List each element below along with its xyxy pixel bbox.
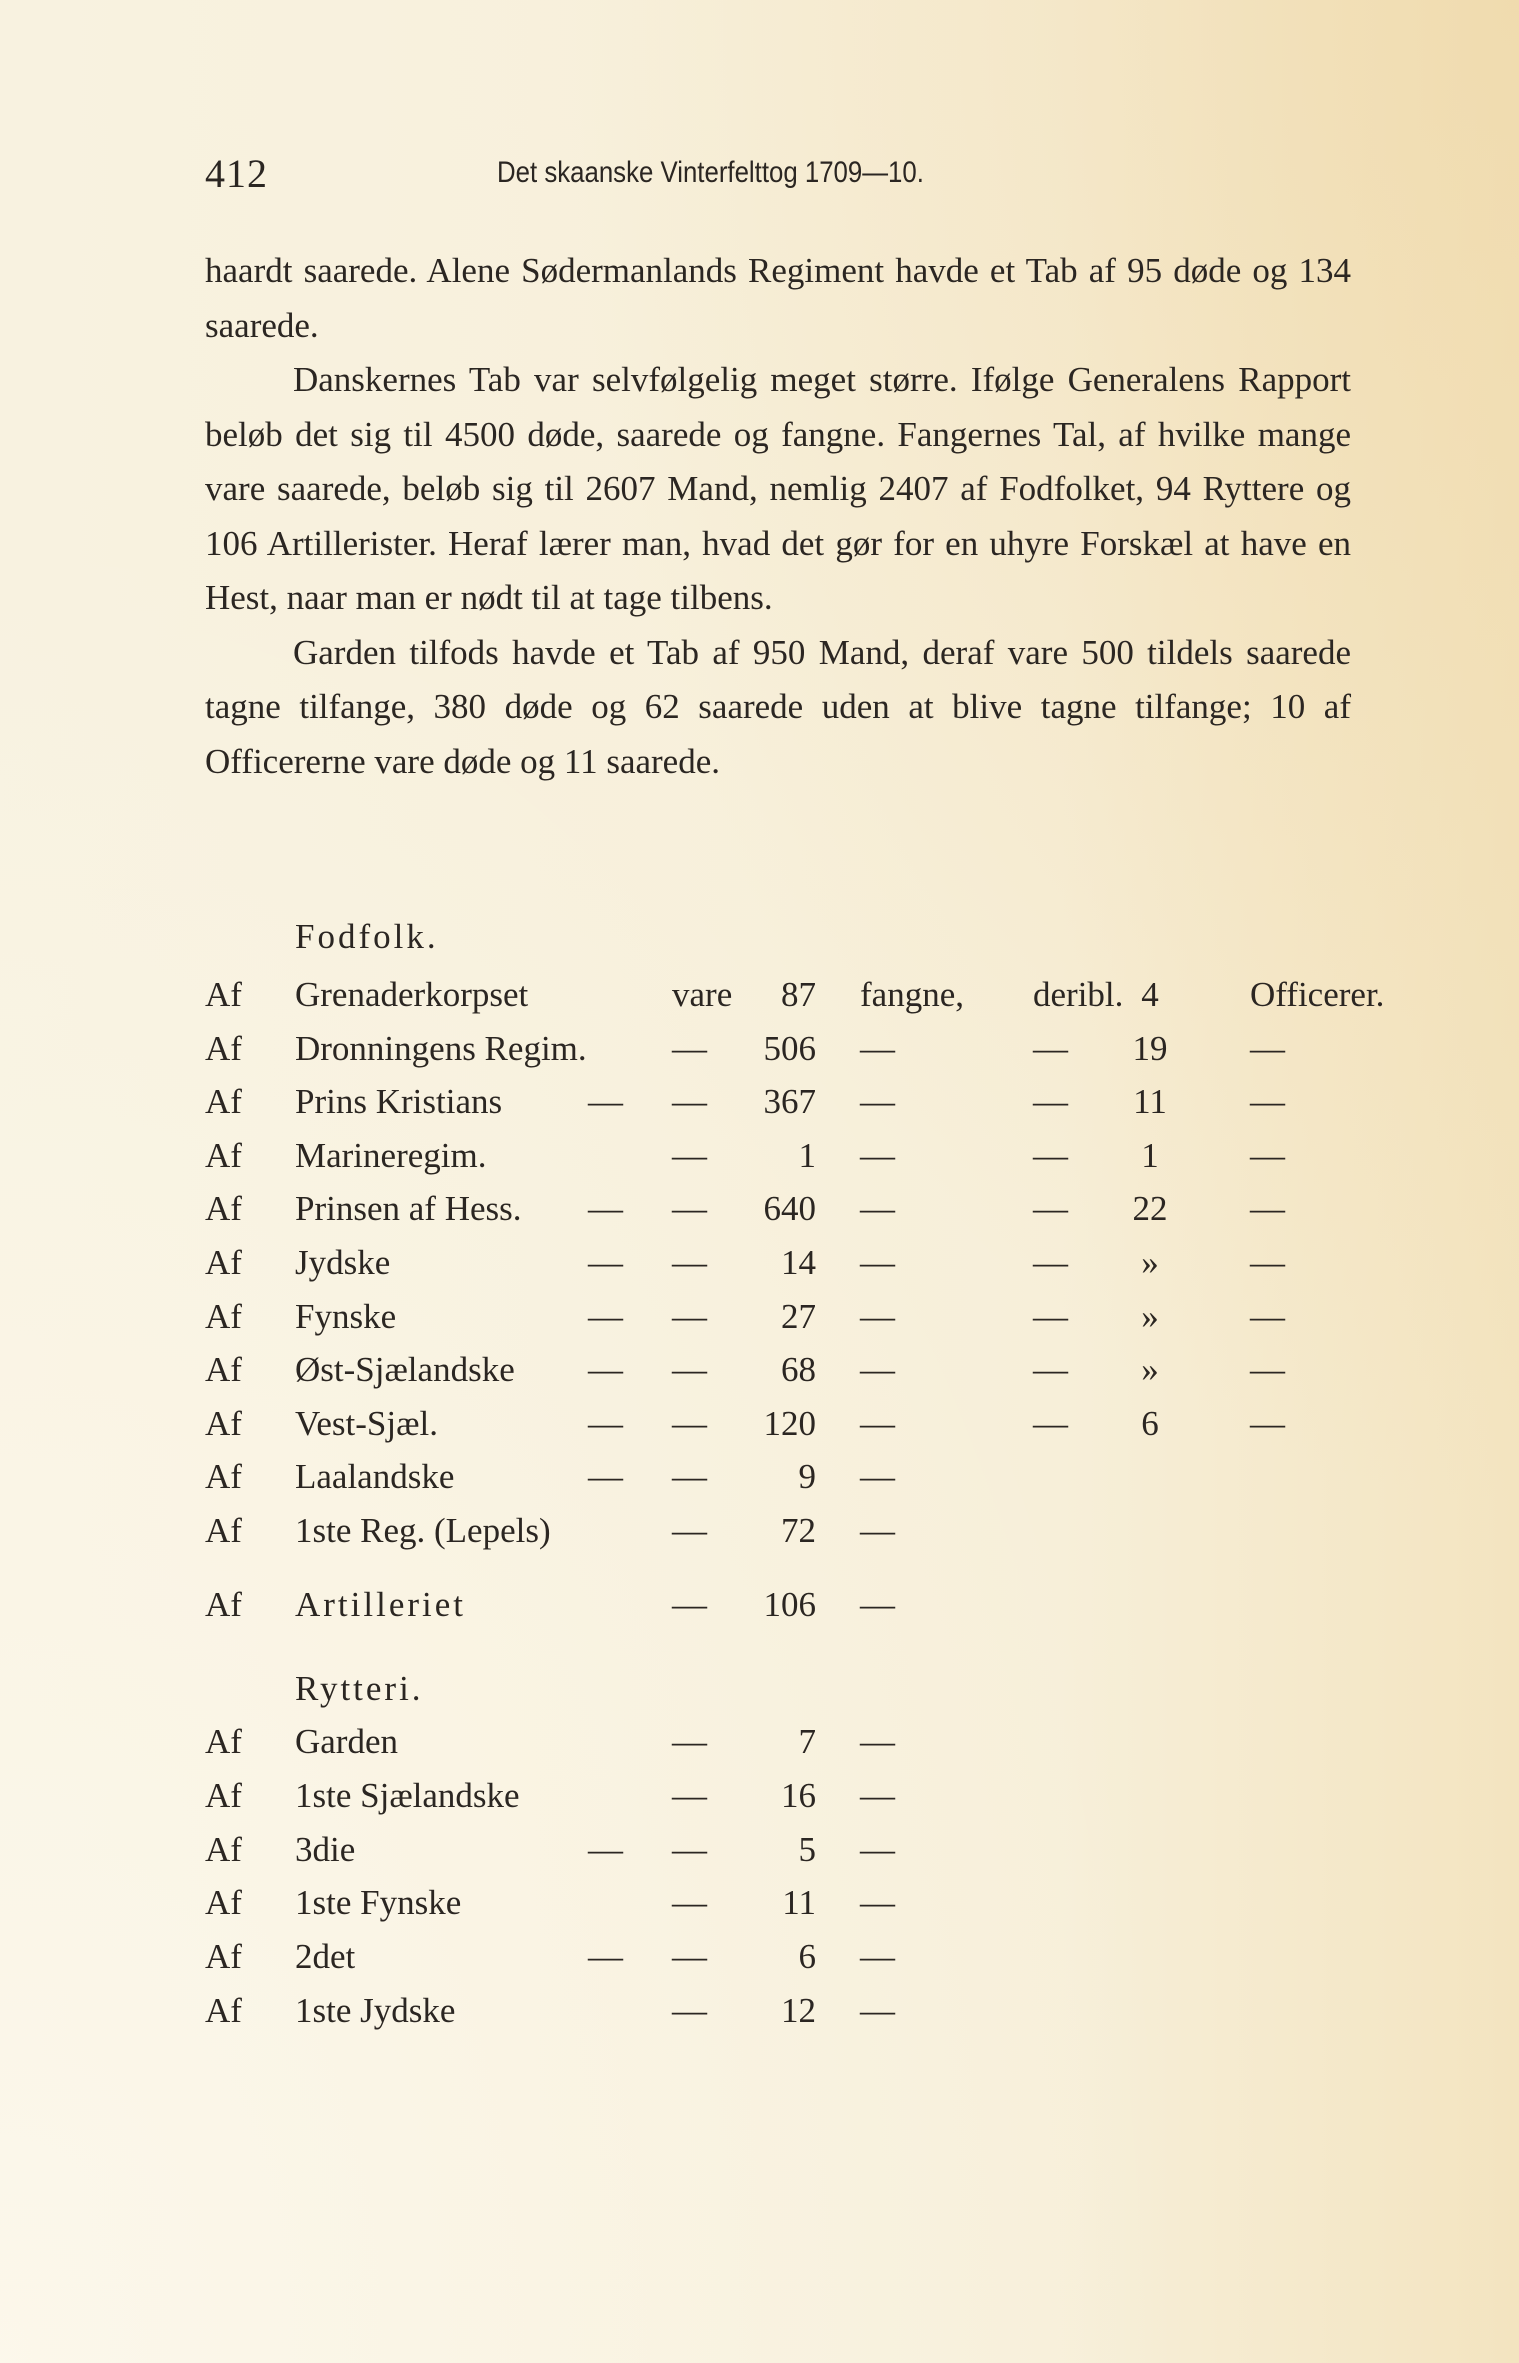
- captured-count: 506: [763, 1028, 816, 1068]
- ditto-mark: —: [672, 1722, 707, 1761]
- unit-name: 1ste Reg. (Lepels): [295, 1511, 551, 1550]
- captured-count: 640: [763, 1189, 816, 1229]
- row-prefix: Af: [205, 1028, 242, 1068]
- table-row: [0, 1722, 1519, 1776]
- ditto-mark: —: [860, 1350, 895, 1390]
- ditto-mark: —: [1033, 1403, 1068, 1443]
- row-prefix: Af: [205, 1189, 242, 1229]
- ditto-mark: —: [672, 1883, 707, 1923]
- captured-count: 5: [798, 1829, 816, 1869]
- unit-name: Prins Kristians: [295, 1082, 503, 1122]
- unit-name: Fynske: [295, 1296, 397, 1336]
- ditto-mark: —: [1250, 1082, 1285, 1122]
- unit-name: 1ste Fynske: [295, 1883, 462, 1923]
- captured-count: 16: [781, 1775, 816, 1815]
- ditto-mark: —: [672, 1189, 707, 1229]
- body-text: [205, 244, 1351, 789]
- ditto-mark: —: [672, 1350, 707, 1390]
- ditto-mark: —: [860, 1028, 895, 1068]
- unit-name: 3die: [295, 1829, 356, 1869]
- unit-name: Laalandske: [295, 1457, 455, 1497]
- officer-count: 6: [1141, 1403, 1159, 1443]
- captured-count: 87: [781, 975, 816, 1014]
- ditto-mark: —: [672, 1296, 707, 1336]
- row-prefix: Af: [205, 1775, 242, 1815]
- ditto-mark: Officerer.: [1250, 975, 1385, 1014]
- table-row: [0, 1776, 1519, 1830]
- ditto-mark: deribl.: [1033, 975, 1124, 1014]
- captured-count: 11: [782, 1883, 816, 1923]
- ditto-mark: —: [1033, 1135, 1068, 1175]
- ditto-mark: —: [672, 1028, 707, 1068]
- table-row: [0, 1937, 1519, 1991]
- unit-name: 2det: [295, 1937, 356, 1977]
- unit-name: Øst-Sjælandske: [295, 1350, 515, 1390]
- table-row: [0, 1189, 1519, 1243]
- ditto-mark: —: [860, 1722, 895, 1761]
- ditto-mark: —: [1033, 1243, 1068, 1282]
- table-row: [0, 1350, 1519, 1404]
- officer-count: »: [1141, 1296, 1159, 1336]
- unit-name: 1ste Sjælandske: [295, 1775, 520, 1815]
- row-prefix: Af: [205, 975, 242, 1014]
- ditto-mark: —: [860, 1937, 895, 1977]
- ditto-mark: —: [588, 1189, 623, 1229]
- captured-count: 120: [763, 1403, 816, 1443]
- ditto-mark: —: [588, 1403, 623, 1443]
- ditto-mark: —: [1033, 1028, 1068, 1068]
- unit-name: Artilleriet: [295, 1585, 467, 1624]
- ditto-mark: —: [1033, 1189, 1068, 1229]
- table-row: [0, 1297, 1519, 1351]
- row-prefix: Af: [205, 1585, 242, 1624]
- table-row: [0, 1457, 1519, 1511]
- ditto-mark: —: [588, 1243, 623, 1282]
- row-prefix: Af: [205, 1457, 242, 1497]
- unit-name: Vest-Sjæl.: [295, 1403, 438, 1443]
- ditto-mark: —: [672, 1775, 707, 1815]
- unit-name: 1ste Jydske: [295, 1991, 456, 2030]
- ditto-mark: —: [672, 1135, 707, 1175]
- unit-name: Dronningens Regim.: [295, 1028, 587, 1068]
- paragraph: Danskernes Tab var selvfølgelig meget større. Ifølge Generalens Rapport beløb det sig til 4500 døde, saarede og fangne. Fangernes Tal, af hvilke mange vare saarede, beløb sig til 2607 Mand, nemlig 2407 af Fodfolket, 94 Ryttere og 106 Artillerister. Heraf lærer man, hvad det gør for en uhyre Forskæl at have en Hest, naar man er nødt til at tage tilbens.: [205, 360, 1351, 617]
- ditto-mark: —: [588, 1457, 623, 1497]
- captured-count: 68: [781, 1350, 816, 1390]
- row-prefix: Af: [205, 1135, 242, 1175]
- ditto-mark: —: [860, 1829, 895, 1869]
- captured-count: 72: [781, 1511, 816, 1550]
- captured-count: 9: [798, 1457, 816, 1497]
- ditto-mark: —: [672, 1457, 707, 1497]
- captured-count: 14: [781, 1243, 816, 1282]
- row-prefix: Af: [205, 1937, 242, 1977]
- table-row: [0, 1243, 1519, 1297]
- table-row: [0, 1991, 1519, 2045]
- ditto-mark: —: [860, 1883, 895, 1923]
- ditto-mark: —: [672, 1082, 707, 1122]
- ditto-mark: —: [860, 1991, 895, 2030]
- ditto-mark: —: [672, 1937, 707, 1977]
- officer-count: 22: [1132, 1189, 1168, 1229]
- row-prefix: Af: [205, 1243, 242, 1282]
- captured-count: 1: [798, 1135, 816, 1175]
- captured-count: 12: [781, 1991, 816, 2030]
- captured-count: 7: [798, 1722, 816, 1761]
- ditto-mark: —: [672, 1243, 707, 1282]
- row-prefix: Af: [205, 1082, 242, 1122]
- ditto-mark: vare: [672, 975, 733, 1014]
- ditto-mark: —: [860, 1296, 895, 1336]
- table-row: [0, 1883, 1519, 1937]
- ditto-mark: —: [1250, 1189, 1285, 1229]
- ditto-mark: —: [860, 1243, 895, 1282]
- paragraph: Garden tilfods havde et Tab af 950 Mand, deraf vare 500 tildels saarede tagne tilfange, 380 døde og 62 saarede uden at blive tagne tilfange; 10 af Officererne vare døde og 11 saarede.: [205, 632, 1351, 781]
- ditto-mark: —: [860, 1135, 895, 1175]
- row-prefix: Af: [205, 1403, 242, 1443]
- row-prefix: Af: [205, 1350, 242, 1390]
- row-prefix: Af: [205, 1722, 242, 1761]
- ditto-mark: —: [860, 1082, 895, 1122]
- page-number: 412: [205, 151, 268, 196]
- ditto-mark: —: [1033, 1350, 1068, 1390]
- ditto-mark: —: [1250, 1243, 1285, 1282]
- ditto-mark: —: [1250, 1350, 1285, 1390]
- table-row: [0, 1136, 1519, 1190]
- ditto-mark: —: [672, 1585, 707, 1624]
- running-title: Det skaanske Vinterfelttog 1709—10.: [497, 156, 924, 189]
- row-prefix: Af: [205, 1829, 242, 1869]
- running-head: [205, 150, 1355, 200]
- ditto-mark: —: [588, 1937, 623, 1977]
- ditto-mark: —: [1250, 1028, 1285, 1068]
- table-row: [0, 1830, 1519, 1884]
- ditto-mark: —: [672, 1403, 707, 1443]
- table-row: [0, 1511, 1519, 1565]
- ditto-mark: —: [672, 1991, 707, 2030]
- table-row: [0, 1585, 1519, 1639]
- captured-count: 6: [798, 1937, 816, 1977]
- ditto-mark: —: [672, 1829, 707, 1869]
- officer-count: »: [1141, 1243, 1159, 1282]
- officer-count: 19: [1132, 1028, 1168, 1068]
- table-row: [0, 975, 1519, 1029]
- row-prefix: Af: [205, 1296, 242, 1336]
- ditto-mark: —: [588, 1829, 623, 1869]
- ditto-mark: —: [860, 1511, 895, 1550]
- table-row: [0, 1082, 1519, 1136]
- captured-count: 106: [763, 1585, 816, 1624]
- ditto-mark: —: [860, 1189, 895, 1229]
- ditto-mark: —: [860, 1403, 895, 1443]
- ditto-mark: —: [1250, 1403, 1285, 1443]
- officer-count: »: [1141, 1350, 1159, 1390]
- row-prefix: Af: [205, 1883, 242, 1923]
- paragraph: haardt saarede. Alene Sødermanlands Regiment havde et Tab af 95 døde og 134 saarede.: [205, 251, 1351, 345]
- ditto-mark: —: [588, 1350, 623, 1390]
- unit-name: Garden: [295, 1722, 399, 1761]
- unit-name: Marineregim.: [295, 1135, 487, 1175]
- officer-count: 4: [1141, 975, 1159, 1014]
- table-row: [0, 1029, 1519, 1083]
- ditto-mark: fangne,: [860, 975, 964, 1014]
- ditto-mark: —: [672, 1511, 707, 1550]
- unit-name: Grenaderkorpset: [295, 975, 529, 1014]
- officer-count: 1: [1141, 1135, 1159, 1175]
- ditto-mark: —: [860, 1585, 895, 1624]
- captured-count: 27: [781, 1296, 816, 1336]
- officer-count: 11: [1133, 1082, 1167, 1122]
- ditto-mark: —: [860, 1775, 895, 1815]
- table-row: [0, 1404, 1519, 1458]
- ditto-mark: —: [1033, 1296, 1068, 1336]
- section-heading-infantry: Fodfolk.: [295, 917, 439, 956]
- row-prefix: Af: [205, 1991, 242, 2030]
- unit-name: Jydske: [295, 1243, 391, 1282]
- row-prefix: Af: [205, 1511, 242, 1550]
- section-heading-cavalry: Rytteri.: [295, 1669, 424, 1708]
- ditto-mark: —: [1250, 1296, 1285, 1336]
- captured-count: 367: [763, 1082, 816, 1122]
- ditto-mark: —: [588, 1082, 623, 1122]
- ditto-mark: —: [588, 1296, 623, 1336]
- ditto-mark: —: [1250, 1135, 1285, 1175]
- ditto-mark: —: [860, 1457, 895, 1497]
- unit-name: Prinsen af Hess.: [295, 1189, 522, 1229]
- ditto-mark: —: [1033, 1082, 1068, 1122]
